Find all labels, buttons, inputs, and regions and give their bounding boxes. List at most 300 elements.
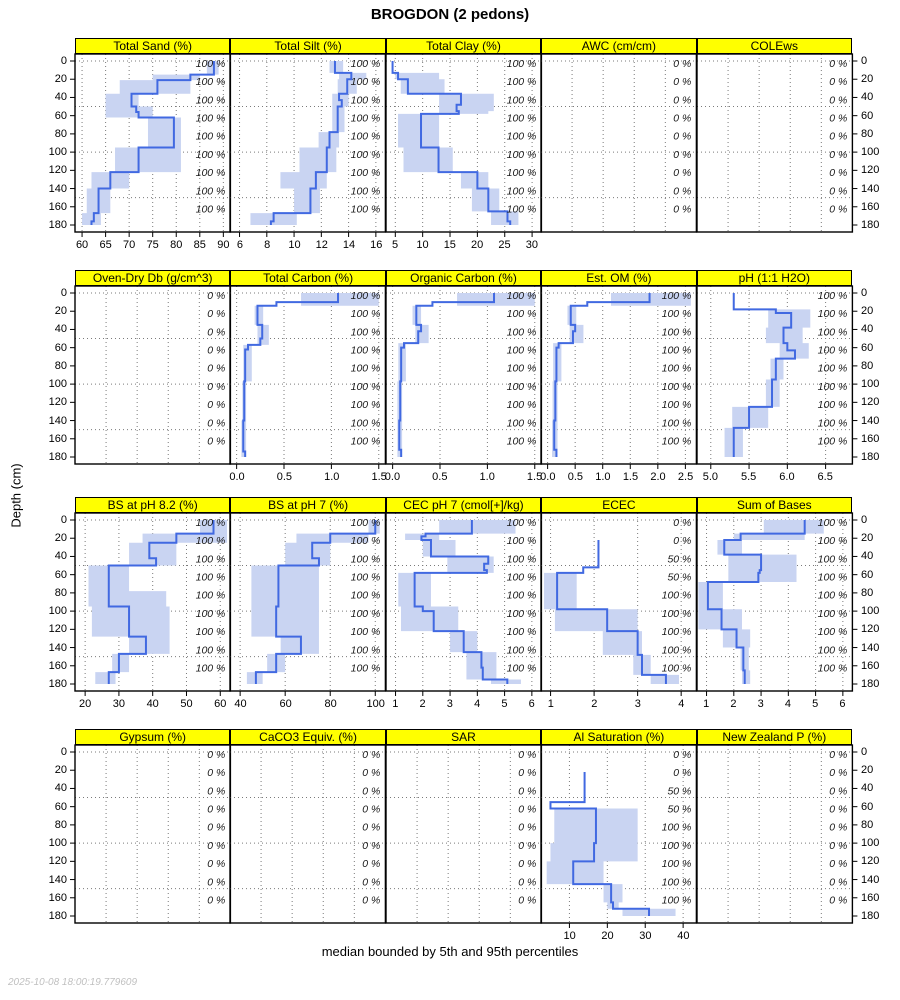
contributing-fraction-label: 100 %: [817, 535, 847, 548]
contributing-fraction-label: 0 %: [518, 894, 537, 907]
depth-tick-label: 0: [60, 55, 67, 67]
contributing-fraction-label: 0 %: [828, 894, 847, 907]
panel-bs-at-ph-7: [230, 513, 385, 691]
x-tick-label: 90: [217, 239, 230, 251]
depth-tick-label: 100: [48, 146, 67, 159]
contributing-fraction-label: 100 %: [506, 553, 537, 566]
contributing-fraction-label: 100 %: [351, 626, 381, 639]
depth-tick-label: 40: [54, 91, 67, 104]
depth-tick-label: 20: [861, 305, 874, 318]
contributing-fraction-label: 0 %: [207, 308, 226, 321]
timestamp: 2025-10-08 18:00:19.779609: [8, 977, 138, 988]
strip-cec-ph-7-cmol-kg: CEC pH 7 (cmol[+]/kg): [386, 497, 541, 513]
contributing-fraction-label: 100 %: [817, 516, 847, 529]
contributing-fraction-label: 0 %: [828, 785, 847, 798]
depth-tick-label: 180: [861, 219, 880, 231]
depth-tick-label: 180: [48, 678, 67, 690]
contributing-fraction-label: 0 %: [518, 876, 537, 889]
contributing-fraction-label: 100 %: [195, 626, 226, 639]
contributing-fraction-label: 0 %: [828, 185, 847, 198]
contributing-fraction-label: 0 %: [207, 435, 226, 448]
strip-gypsum: Gypsum (%): [75, 729, 230, 745]
contributing-fraction-label: 100 %: [351, 167, 381, 180]
contributing-fraction-label: 100 %: [817, 571, 847, 584]
x-tick-label: 5: [501, 698, 508, 710]
x-tick-label: 60: [75, 239, 89, 251]
depth-tick-label: 20: [861, 73, 874, 86]
contributing-fraction-label: 0 %: [673, 516, 692, 529]
contributing-fraction-label: 0 %: [828, 148, 847, 161]
panel-bs-at-ph-8-2: [75, 513, 230, 691]
depth-tick-label: 100: [861, 605, 880, 618]
depth-tick-label: 60: [54, 568, 67, 581]
percentile-band: [724, 309, 810, 457]
depth-tick-label: 120: [48, 164, 67, 177]
contributing-fraction-label: 0 %: [518, 858, 537, 871]
contributing-fraction-label: 100 %: [351, 644, 381, 657]
depth-tick-label: 140: [861, 414, 880, 427]
contributing-fraction-label: 100 %: [195, 644, 226, 657]
x-tick-label: 40: [146, 698, 159, 710]
depth-tick-label: 160: [861, 432, 880, 445]
contributing-fraction-label: 0 %: [673, 185, 692, 198]
depth-tick-label: 160: [48, 659, 67, 672]
contributing-fraction-label: 100 %: [351, 589, 381, 602]
depth-tick-label: 160: [861, 659, 880, 672]
contributing-fraction-label: 100 %: [506, 662, 537, 675]
x-tick-label: 60: [214, 698, 227, 710]
depth-tick-label: 40: [861, 782, 874, 795]
contributing-fraction-label: 100 %: [351, 607, 381, 620]
strip-est-om: Est. OM (%): [541, 270, 696, 286]
contributing-fraction-label: 0 %: [828, 112, 847, 125]
contributing-fraction-label: 50 %: [667, 553, 692, 566]
strip-sum-of-bases: Sum of Bases: [697, 497, 852, 513]
panel-awc-cm-cm: [541, 54, 696, 232]
contributing-fraction-label: 100 %: [351, 362, 381, 375]
contributing-fraction-label: 100 %: [817, 362, 847, 375]
panel-colews: [697, 54, 852, 232]
x-tick-label: 20: [79, 698, 92, 710]
contributing-fraction-label: 100 %: [351, 662, 381, 675]
x-tick-label: 60: [279, 698, 292, 710]
depth-tick-label: 40: [861, 550, 874, 563]
contributing-fraction-label: 0 %: [207, 289, 226, 302]
x-tick-label: 1.0: [324, 471, 340, 483]
contributing-fraction-label: 100 %: [351, 571, 381, 584]
contributing-fraction-label: 100 %: [506, 76, 537, 89]
contributing-fraction-label: 100 %: [506, 148, 537, 161]
contributing-fraction-label: 0 %: [362, 785, 381, 798]
contributing-fraction-label: 100 %: [506, 185, 537, 198]
depth-tick-label: 140: [48, 873, 67, 886]
contributing-fraction-label: 0 %: [518, 821, 537, 834]
x-tick-label: 1: [703, 698, 710, 710]
panel-ph-1-1-h2o: [697, 286, 852, 464]
contributing-fraction-label: 100 %: [351, 553, 381, 566]
contributing-fraction-label: 100 %: [195, 516, 226, 529]
depth-tick-label: 140: [48, 641, 67, 654]
x-tick-label: 40: [234, 698, 247, 710]
x-tick-label: 70: [123, 239, 136, 251]
depth-tick-label: 160: [861, 891, 880, 904]
contributing-fraction-label: 100 %: [661, 858, 692, 871]
contributing-fraction-label: 100 %: [506, 94, 537, 107]
strip-oven-dry-db-g-cm-3: Oven-Dry Db (g/cm^3): [75, 270, 230, 286]
contributing-fraction-label: 100 %: [351, 289, 381, 302]
contributing-fraction-label: 100 %: [506, 644, 537, 657]
contributing-fraction-label: 0 %: [207, 839, 226, 852]
x-tick-label: 6: [528, 698, 535, 710]
x-tick-label: 16: [370, 239, 383, 251]
contributing-fraction-label: 0 %: [518, 839, 537, 852]
x-tick-label: 0.0: [540, 471, 556, 483]
contributing-fraction-label: 50 %: [667, 571, 692, 584]
depth-tick-label: 60: [861, 800, 874, 813]
contributing-fraction-label: 100 %: [351, 417, 381, 430]
depth-tick-label: 80: [861, 818, 874, 831]
x-tick-label: 100: [366, 698, 385, 710]
depth-tick-label: 40: [861, 91, 874, 104]
contributing-fraction-label: 100 %: [817, 289, 847, 302]
contributing-fraction-label: 100 %: [817, 435, 847, 448]
depth-tick-label: 140: [861, 182, 880, 195]
contributing-fraction-label: 100 %: [817, 399, 847, 412]
x-tick-label: 2.5: [677, 471, 694, 483]
contributing-fraction-label: 100 %: [351, 130, 381, 143]
strip-total-silt: Total Silt (%): [230, 38, 385, 54]
contributing-fraction-label: 100 %: [817, 607, 847, 620]
depth-tick-label: 180: [861, 451, 880, 463]
contributing-fraction-label: 0 %: [673, 94, 692, 107]
x-tick-label: 6: [236, 239, 243, 251]
contributing-fraction-label: 0 %: [673, 535, 692, 548]
contributing-fraction-label: 100 %: [506, 535, 537, 548]
contributing-fraction-label: 100 %: [817, 644, 847, 657]
x-tick-label: 20: [601, 930, 614, 942]
panel-new-zealand-p: [697, 745, 852, 923]
contributing-fraction-label: 0 %: [518, 803, 537, 816]
contributing-fraction-label: 100 %: [817, 380, 847, 393]
contributing-fraction-label: 0 %: [207, 362, 226, 375]
contributing-fraction-label: 0 %: [828, 203, 847, 216]
contributing-fraction-label: 100 %: [506, 571, 537, 584]
x-tick-label: 5: [392, 239, 399, 251]
depth-tick-label: 100: [48, 837, 67, 850]
contributing-fraction-label: 0 %: [673, 57, 692, 70]
contributing-fraction-label: 100 %: [195, 589, 226, 602]
contributing-fraction-label: 100 %: [351, 203, 381, 216]
strip-bs-at-ph-8-2: BS at pH 8.2 (%): [75, 497, 230, 513]
panel-total-clay: [386, 54, 541, 232]
contributing-fraction-label: 100 %: [351, 380, 381, 393]
depth-tick-label: 100: [861, 378, 880, 391]
panel-al-saturation: [541, 745, 696, 923]
strip-organic-carbon: Organic Carbon (%): [386, 270, 541, 286]
x-tick-label: 0.5: [276, 471, 293, 483]
depth-tick-label: 180: [861, 678, 880, 690]
contributing-fraction-label: 0 %: [673, 148, 692, 161]
depth-tick-label: 60: [54, 800, 67, 813]
contributing-fraction-label: 0 %: [207, 785, 226, 798]
contributing-fraction-label: 100 %: [351, 535, 381, 548]
depth-tick-label: 140: [861, 641, 880, 654]
depth-tick-label: 120: [861, 855, 880, 868]
contributing-fraction-label: 0 %: [362, 839, 381, 852]
contributing-fraction-label: 100 %: [195, 571, 226, 584]
strip-new-zealand-p: New Zealand P (%): [697, 729, 852, 745]
panel-sum-of-bases: [697, 513, 852, 691]
depth-tick-label: 0: [60, 746, 67, 758]
contributing-fraction-label: 50 %: [667, 803, 692, 816]
x-tick-label: 1.5: [622, 471, 639, 483]
contributing-fraction-label: 100 %: [351, 148, 381, 161]
contributing-fraction-label: 100 %: [506, 417, 537, 430]
contributing-fraction-label: 100 %: [661, 876, 692, 889]
contributing-fraction-label: 100 %: [661, 399, 692, 412]
contributing-fraction-label: 100 %: [661, 589, 692, 602]
contributing-fraction-label: 0 %: [207, 417, 226, 430]
x-tick-label: 4: [678, 698, 685, 710]
contributing-fraction-label: 100 %: [506, 589, 537, 602]
depth-tick-label: 160: [48, 432, 67, 445]
contributing-fraction-label: 100 %: [661, 362, 692, 375]
contributing-fraction-label: 100 %: [661, 308, 692, 321]
contributing-fraction-label: 100 %: [195, 167, 226, 180]
depth-tick-label: 20: [861, 764, 874, 777]
x-tick-label: 10: [416, 239, 429, 251]
depth-tick-label: 40: [54, 323, 67, 336]
contributing-fraction-label: 100 %: [506, 289, 537, 302]
contributing-fraction-label: 100 %: [661, 644, 692, 657]
contributing-fraction-label: 0 %: [362, 894, 381, 907]
contributing-fraction-label: 100 %: [506, 57, 537, 70]
contributing-fraction-label: 0 %: [828, 803, 847, 816]
depth-tick-label: 160: [48, 200, 67, 213]
x-tick-label: 65: [99, 239, 112, 251]
x-tick-label: 2: [419, 698, 426, 710]
depth-tick-label: 140: [48, 182, 67, 195]
contributing-fraction-label: 0 %: [673, 167, 692, 180]
contributing-fraction-label: 100 %: [351, 344, 381, 357]
contributing-fraction-label: 100 %: [195, 662, 226, 675]
contributing-fraction-label: 0 %: [828, 130, 847, 143]
contributing-fraction-label: 0 %: [828, 839, 847, 852]
contributing-fraction-label: 100 %: [506, 326, 537, 339]
x-tick-label: 2: [730, 698, 737, 710]
x-tick-label: 1: [392, 698, 399, 710]
x-tick-label: 20: [471, 239, 484, 251]
depth-tick-label: 20: [54, 764, 67, 777]
median-line: [244, 293, 339, 457]
panel-est-om: [541, 286, 696, 464]
depth-tick-label: 100: [861, 146, 880, 159]
contributing-fraction-label: 0 %: [673, 748, 692, 761]
x-tick-label: 30: [525, 239, 539, 251]
percentile-band: [544, 573, 679, 684]
x-tick-label: 15: [443, 239, 456, 251]
contributing-fraction-label: 0 %: [207, 858, 226, 871]
strip-ecec: ECEC: [541, 497, 696, 513]
depth-tick-label: 0: [60, 287, 67, 299]
panel-total-silt: [230, 54, 385, 232]
contributing-fraction-label: 100 %: [817, 626, 847, 639]
contributing-fraction-label: 0 %: [362, 821, 381, 834]
contributing-fraction-label: 0 %: [207, 344, 226, 357]
depth-tick-label: 20: [54, 73, 67, 86]
contributing-fraction-label: 100 %: [195, 148, 226, 161]
x-tick-label: 4: [784, 698, 791, 710]
contributing-fraction-label: 100 %: [195, 57, 226, 70]
contributing-fraction-label: 100 %: [817, 589, 847, 602]
depth-tick-label: 100: [48, 605, 67, 618]
contributing-fraction-label: 100 %: [506, 607, 537, 620]
x-tick-label: 0.5: [432, 471, 448, 483]
panel-oven-dry-db-g-cm-3: [75, 286, 230, 464]
contributing-fraction-label: 100 %: [195, 130, 226, 143]
contributing-fraction-label: 0 %: [207, 803, 226, 816]
depth-tick-label: 40: [861, 323, 874, 336]
contributing-fraction-label: 100 %: [817, 417, 847, 430]
x-tick-label: 80: [170, 239, 183, 251]
contributing-fraction-label: 100 %: [506, 167, 537, 180]
contributing-fraction-label: 0 %: [828, 858, 847, 871]
contributing-fraction-label: 100 %: [506, 203, 537, 216]
contributing-fraction-label: 100 %: [506, 380, 537, 393]
x-tick-label: 1: [547, 698, 554, 710]
x-tick-label: 50: [180, 698, 193, 710]
contributing-fraction-label: 0 %: [207, 748, 226, 761]
contributing-fraction-label: 0 %: [362, 858, 381, 871]
x-tick-label: 30: [639, 930, 652, 942]
contributing-fraction-label: 0 %: [828, 57, 847, 70]
contributing-fraction-label: 100 %: [351, 326, 381, 339]
strip-total-clay: Total Clay (%): [386, 38, 541, 54]
panel-total-carbon: [230, 286, 385, 464]
x-tick-label: 10: [563, 930, 576, 942]
contributing-fraction-label: 50 %: [667, 785, 692, 798]
contributing-fraction-label: 100 %: [351, 57, 381, 70]
contributing-fraction-label: 100 %: [351, 94, 381, 107]
contributing-fraction-label: 100 %: [351, 308, 381, 321]
contributing-fraction-label: 0 %: [673, 130, 692, 143]
contributing-fraction-label: 100 %: [351, 112, 381, 125]
depth-tick-label: 60: [54, 341, 67, 354]
x-tick-label: 14: [342, 239, 356, 251]
x-tick-label: 25: [498, 239, 511, 251]
x-tick-label: 2.0: [650, 471, 666, 483]
x-tick-label: 1.5: [526, 471, 543, 483]
contributing-fraction-label: 100 %: [661, 380, 692, 393]
contributing-fraction-label: 0 %: [207, 767, 226, 780]
contributing-fraction-label: 100 %: [661, 626, 692, 639]
contributing-fraction-label: 100 %: [506, 516, 537, 529]
contributing-fraction-label: 100 %: [195, 535, 226, 548]
x-tick-label: 0.5: [567, 471, 583, 483]
x-tick-label: 5.0: [702, 471, 719, 483]
strip-total-sand: Total Sand (%): [75, 38, 230, 54]
percentile-band: [398, 520, 521, 684]
contributing-fraction-label: 100 %: [195, 607, 226, 620]
strip-sar: SAR: [386, 729, 541, 745]
panel-organic-carbon: [386, 286, 541, 464]
panel-caco3-equiv: [230, 745, 385, 923]
contributing-fraction-label: 0 %: [828, 767, 847, 780]
contributing-fraction-label: 0 %: [518, 767, 537, 780]
strip-colews: COLEws: [697, 38, 852, 54]
depth-tick-label: 40: [54, 782, 67, 795]
contributing-fraction-label: 0 %: [828, 94, 847, 107]
panel-gypsum: [75, 745, 230, 923]
x-tick-label: 30: [112, 698, 126, 710]
contributing-fraction-label: 100 %: [817, 308, 847, 321]
panel-total-sand: [75, 54, 230, 232]
depth-tick-label: 80: [54, 359, 67, 372]
depth-tick-label: 80: [861, 127, 874, 140]
contributing-fraction-label: 100 %: [195, 553, 226, 566]
depth-tick-label: 0: [861, 514, 868, 526]
contributing-fraction-label: 0 %: [673, 203, 692, 216]
contributing-fraction-label: 0 %: [362, 767, 381, 780]
depth-tick-label: 120: [861, 164, 880, 177]
x-tick-label: 6.5: [817, 471, 833, 483]
contributing-fraction-label: 100 %: [661, 662, 692, 675]
contributing-fraction-label: 100 %: [351, 516, 381, 529]
contributing-fraction-label: 0 %: [362, 803, 381, 816]
depth-tick-label: 120: [861, 623, 880, 636]
depth-tick-label: 60: [54, 109, 67, 122]
x-tick-label: 85: [193, 239, 206, 251]
contributing-fraction-label: 100 %: [817, 344, 847, 357]
contributing-fraction-label: 0 %: [828, 748, 847, 761]
depth-tick-label: 20: [861, 532, 874, 545]
x-tick-label: 3: [634, 698, 641, 710]
contributing-fraction-label: 0 %: [207, 821, 226, 834]
x-tick-label: 1.5: [371, 471, 387, 483]
contributing-fraction-label: 100 %: [506, 626, 537, 639]
contributing-fraction-label: 100 %: [506, 112, 537, 125]
x-tick-label: 0.0: [384, 471, 401, 483]
depth-tick-label: 80: [54, 818, 67, 831]
contributing-fraction-label: 100 %: [506, 362, 537, 375]
contributing-fraction-label: 100 %: [661, 417, 692, 430]
depth-tick-label: 180: [861, 910, 880, 922]
x-tick-label: 10: [288, 239, 301, 251]
depth-tick-label: 120: [48, 855, 67, 868]
contributing-fraction-label: 0 %: [207, 876, 226, 889]
x-tick-label: 3: [757, 698, 764, 710]
page-title: BROGDON (2 pedons): [370, 6, 530, 23]
strip-awc-cm-cm: AWC (cm/cm): [541, 38, 696, 54]
contributing-fraction-label: 100 %: [661, 326, 692, 339]
x-tick-label: 4: [474, 698, 481, 710]
percentile-band: [395, 73, 518, 225]
contributing-fraction-label: 100 %: [351, 435, 381, 448]
x-tick-label: 12: [315, 239, 328, 251]
depth-tick-label: 120: [48, 396, 67, 409]
y-axis-label: Depth (cm): [8, 463, 24, 528]
contributing-fraction-label: 100 %: [661, 894, 692, 907]
x-tick-label: 5: [812, 698, 819, 710]
contributing-fraction-label: 100 %: [195, 203, 226, 216]
contributing-fraction-label: 100 %: [195, 112, 226, 125]
depth-tick-label: 80: [54, 127, 67, 140]
depth-tick-label: 180: [48, 910, 67, 922]
contributing-fraction-label: 100 %: [661, 839, 692, 852]
contributing-fraction-label: 0 %: [207, 894, 226, 907]
depth-tick-label: 100: [48, 378, 67, 391]
depth-tick-label: 180: [48, 219, 67, 231]
